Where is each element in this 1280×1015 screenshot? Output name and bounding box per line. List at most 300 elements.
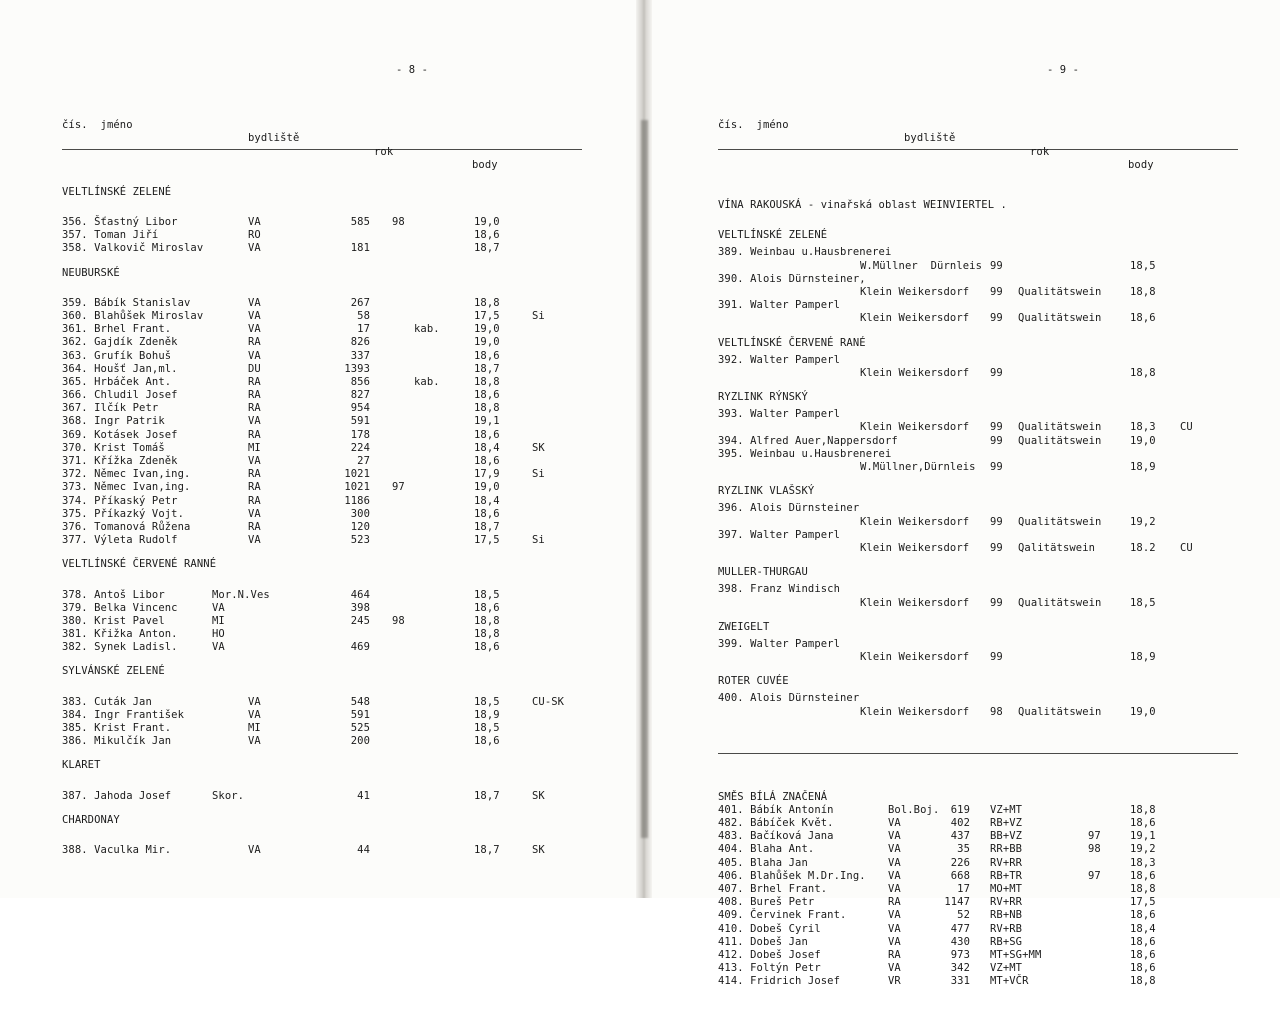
entry-number: 523 — [350, 534, 370, 547]
section-title-text: CHARDONAY — [62, 813, 120, 826]
entry-body: 18,6 — [474, 641, 500, 654]
right-page — [652, 0, 1280, 988]
entry-name: 357. Toman Jiří — [62, 229, 159, 242]
entry-body: 19,0 — [474, 481, 500, 494]
entry-bydliste: VA — [248, 242, 261, 255]
entry-name: 371. Křížka Zdeněk — [62, 455, 178, 468]
table-row — [718, 286, 1238, 299]
section-title — [718, 485, 1238, 498]
entry-body: 18,8 — [474, 628, 500, 641]
entry-body: 18,8 — [1130, 803, 1156, 816]
section-spacer — [62, 683, 582, 696]
table-row — [718, 367, 1238, 380]
entry-number: 17 — [357, 323, 370, 336]
entry-place: Klein Weikersdorf — [860, 421, 970, 434]
entry-place: Klein Weikersdorf — [860, 651, 970, 664]
entry-rok: 98 — [990, 705, 1003, 718]
entry-name: 398. Franz Windisch — [718, 583, 841, 596]
section-spacer — [62, 576, 582, 589]
entry-body: 18,6 — [474, 349, 500, 362]
entry-blend: RV+RR — [990, 896, 1023, 909]
entry-body: 18,5 — [474, 722, 500, 735]
entry-bydliste: RA — [888, 948, 901, 961]
entry-quality: Qualitätswein — [1018, 312, 1102, 325]
left-column-headers — [62, 106, 582, 171]
entry-rok: 98 — [392, 216, 405, 229]
entry-name: 400. Alois Dürnsteiner — [718, 692, 860, 705]
entry-number: 668 — [950, 869, 970, 882]
entry-bydliste: RA — [248, 494, 261, 507]
table-row — [718, 529, 1238, 542]
entry-number: 591 — [350, 708, 370, 721]
table-row — [62, 402, 582, 415]
entry-body: 19,0 — [474, 216, 500, 229]
section-title — [62, 759, 582, 772]
section-title — [62, 814, 582, 827]
entry-rok: 97 — [392, 481, 405, 494]
entry-bydliste: VA — [888, 909, 901, 922]
entry-body: 17,5 — [474, 534, 500, 547]
table-row — [718, 542, 1238, 555]
entry-quality: Qalitätswein — [1018, 541, 1096, 554]
entry-number: 58 — [357, 309, 370, 322]
entry-number: 477 — [950, 922, 970, 935]
section-title-text: KLARET — [62, 759, 101, 772]
entry-bydliste: VA — [248, 843, 261, 856]
entry-place: Klein Weikersdorf — [860, 366, 970, 379]
entry-body: 18,6 — [474, 428, 500, 441]
entry-rok: 99 — [990, 421, 1003, 434]
entry-number: 402 — [950, 817, 970, 830]
table-row — [718, 299, 1238, 312]
entry-number: 331 — [950, 975, 970, 988]
entry-body: 18.2 — [1130, 541, 1156, 554]
entry-number: 35 — [957, 843, 970, 856]
entry-number: 437 — [950, 830, 970, 843]
entry-bydliste: VA — [248, 507, 261, 520]
entry-body: 18,6 — [474, 389, 500, 402]
entry-number: 1021 — [344, 481, 370, 494]
entry-number: 337 — [350, 349, 370, 362]
book-gutter-shadow — [641, 120, 648, 838]
entry-bydliste: VA — [248, 323, 261, 336]
entry-number: 41 — [357, 789, 370, 802]
entry-number: 398 — [350, 601, 370, 614]
header-rok: rok — [1030, 145, 1050, 158]
section-title — [62, 186, 582, 199]
table-row — [718, 421, 1238, 434]
header-bydliste: bydliště — [904, 132, 956, 145]
entry-number: 827 — [350, 389, 370, 402]
entry-rok: 99 — [990, 434, 1003, 447]
section-title-text: NEUBURSKÉ — [62, 266, 120, 279]
entry-number: 178 — [350, 428, 370, 441]
table-row — [718, 246, 1238, 259]
entry-number: 226 — [950, 856, 970, 869]
left-page-number: - 8 - — [395, 64, 429, 77]
entry-quality: Qualitätswein — [1018, 596, 1102, 609]
entry-body: 18,6 — [474, 229, 500, 242]
entry-bydliste: RA — [248, 375, 261, 388]
table-row — [718, 461, 1238, 474]
entry-body: 19,0 — [1130, 705, 1156, 718]
entry-bydliste: VA — [888, 962, 901, 975]
entry-name: 412. Dobeš Josef — [718, 948, 821, 961]
entry-name: 389. Weinbau u.Hausbrenerei — [718, 246, 892, 259]
table-row — [718, 843, 1238, 856]
entry-bydliste: RO — [248, 229, 261, 242]
entry-name: 365. Hrbáček Ant. — [62, 375, 172, 388]
entry-bydliste: Skor. — [212, 789, 245, 802]
entry-note: Si — [532, 534, 545, 547]
table-row — [718, 692, 1238, 705]
entry-body: 18,6 — [1130, 869, 1156, 882]
entry-name: 360. Blahůšek Miroslav — [62, 309, 204, 322]
entry-number: 224 — [350, 441, 370, 454]
entry-blend: RV+RB — [990, 922, 1023, 935]
entry-body: 19,0 — [474, 336, 500, 349]
section-spacer — [62, 831, 582, 844]
entry-blend: VZ+MT — [990, 803, 1023, 816]
entry-bydliste: MI — [212, 614, 225, 627]
entry-name: 407. Brhel Frant. — [718, 882, 828, 895]
entry-body: 18,6 — [474, 735, 500, 748]
entry-bydliste: VA — [248, 296, 261, 309]
entry-body: 18,3 — [1130, 421, 1156, 434]
entry-name: 393. Walter Pamperl — [718, 408, 841, 421]
section-title — [718, 675, 1238, 688]
table-row — [718, 896, 1238, 909]
entry-number: 17 — [957, 882, 970, 895]
table-row — [62, 589, 582, 602]
entry-body: 18,4 — [474, 441, 500, 454]
entry-bydliste: MI — [248, 722, 261, 735]
table-row — [62, 602, 582, 615]
entry-blend: MT+SG+MM — [990, 948, 1042, 961]
entry-number: 585 — [350, 216, 370, 229]
table-row — [718, 516, 1238, 529]
entry-bydliste: RA — [248, 402, 261, 415]
entry-rok: 99 — [990, 596, 1003, 609]
entry-body: 18,7 — [474, 843, 500, 856]
entry-bydliste: VA — [888, 817, 901, 830]
entry-body: 17,5 — [1130, 896, 1156, 909]
table-row — [718, 949, 1238, 962]
entry-number: 27 — [357, 455, 370, 468]
entry-name: 390. Alois Dürnsteiner, — [718, 272, 866, 285]
table-row — [718, 706, 1238, 719]
entry-number: 954 — [350, 402, 370, 415]
entry-name: 386. Mikulčík Jan — [62, 735, 172, 748]
section-title — [718, 391, 1238, 404]
entry-name: 396. Alois Dürnsteiner — [718, 502, 860, 515]
table-row — [718, 408, 1238, 421]
entry-rok: 97 — [1088, 830, 1101, 843]
entry-number: 973 — [950, 948, 970, 961]
entry-bydliste: VA — [248, 455, 261, 468]
blend-section-title-text: SMĚS BÍLÁ ZNAČENÁ — [718, 790, 828, 803]
blend-section-title — [718, 791, 1238, 804]
section-title-text: ZWEIGELT — [718, 620, 770, 633]
table-row — [62, 628, 582, 641]
entry-bydliste: VA — [212, 641, 225, 654]
entry-rok: 99 — [990, 651, 1003, 664]
entry-body: 18,8 — [1130, 975, 1156, 988]
entry-quality: Qualitätswein — [1018, 515, 1102, 528]
entry-name: 406. Blahůšek M.Dr.Ing. — [718, 869, 866, 882]
entry-number: 44 — [357, 843, 370, 856]
table-row — [718, 962, 1238, 975]
entry-body: 18,8 — [1130, 882, 1156, 895]
entry-name: 409. Červinek Frant. — [718, 909, 847, 922]
entry-body: 18,8 — [474, 402, 500, 415]
entry-name: 381. Křižka Anton. — [62, 628, 178, 641]
entry-body: 18,4 — [474, 494, 500, 507]
entry-name: 373. Němec Ivan,ing. — [62, 481, 191, 494]
entry-name: 361. Brhel Frant. — [62, 323, 172, 336]
table-row — [718, 651, 1238, 664]
entry-body: 18,7 — [474, 242, 500, 255]
table-row — [62, 641, 582, 654]
entry-note: Si — [532, 468, 545, 481]
section-title-text: VELTLÍNSKÉ ZELENÉ — [718, 229, 828, 242]
entry-number: 591 — [350, 415, 370, 428]
table-row — [62, 534, 582, 547]
entry-name: 405. Blaha Jan — [718, 856, 808, 869]
blend-section — [718, 791, 1238, 989]
table-row — [718, 502, 1238, 515]
entry-blend: MT+VČR — [990, 975, 1029, 988]
entry-name: 395. Weinbau u.Hausbrenerei — [718, 447, 892, 460]
entry-body: 18,6 — [1130, 909, 1156, 922]
entry-place: Klein Weikersdorf — [860, 596, 970, 609]
entry-blend: RB+TR — [990, 869, 1023, 882]
entry-name: 356. Šťastný Libor — [62, 216, 178, 229]
table-row — [718, 923, 1238, 936]
header-bydliste: bydliště — [248, 132, 300, 145]
entry-bydliste: RA — [248, 389, 261, 402]
entry-bydliste: RA — [248, 520, 261, 533]
entry-name: 374. Příkaský Petr — [62, 494, 178, 507]
right-sections — [718, 229, 1238, 719]
entry-bydliste: VA — [888, 935, 901, 948]
entry-bydliste: RA — [248, 336, 261, 349]
entry-bydliste: VA — [248, 534, 261, 547]
entry-blend: RB+SG — [990, 935, 1023, 948]
header-body: body — [472, 158, 498, 171]
table-row — [62, 508, 582, 521]
table-row — [62, 242, 582, 255]
entry-note: CU — [1180, 541, 1193, 554]
section-spacer — [62, 203, 582, 216]
table-row — [718, 597, 1238, 610]
entry-number: 181 — [350, 242, 370, 255]
table-row — [62, 790, 582, 803]
table-row — [718, 260, 1238, 273]
table-row — [718, 857, 1238, 870]
table-row — [718, 870, 1238, 883]
entry-bydliste: HO — [212, 628, 225, 641]
entry-place: Klein Weikersdorf — [860, 705, 970, 718]
entry-body: 18,7 — [474, 362, 500, 375]
entry-name: 359. Bábík Stanislav — [62, 296, 191, 309]
entry-name: 414. Fridrich Josef — [718, 975, 841, 988]
entry-bydliste: Mor.N.Ves — [212, 588, 270, 601]
entry-number: 1021 — [344, 468, 370, 481]
section-title-text: RYZLINK VLAŠSKÝ — [718, 485, 815, 498]
entry-name: 375. Příkazký Vojt. — [62, 507, 185, 520]
entry-name: 404. Blaha Ant. — [718, 843, 815, 856]
entry-rok: 99 — [990, 366, 1003, 379]
entry-name: 410. Dobeš Cyril — [718, 922, 821, 935]
table-row — [62, 521, 582, 534]
section-title — [718, 621, 1238, 634]
table-row — [62, 350, 582, 363]
table-row — [62, 481, 582, 494]
entry-number: 200 — [350, 735, 370, 748]
entry-body: 18,8 — [474, 375, 500, 388]
section-title — [62, 558, 582, 571]
section-title-text: ROTER CUVÉE — [718, 675, 789, 688]
entry-place: W.Müllner Dürnleis — [860, 259, 983, 272]
entry-place: Klein Weikersdorf — [860, 285, 970, 298]
entry-number: 525 — [350, 722, 370, 735]
entry-name: 397. Walter Pamperl — [718, 528, 841, 541]
section-title — [718, 229, 1238, 242]
entry-name: 369. Kotásek Josef — [62, 428, 178, 441]
table-row — [62, 297, 582, 310]
entry-name: 387. Jahoda Josef — [62, 789, 172, 802]
entry-rok: 99 — [990, 461, 1003, 474]
table-row — [718, 883, 1238, 896]
entry-bydliste: VA — [888, 922, 901, 935]
section-title-text: VELTLÍNSKÉ ČERVENÉ RANÉ — [718, 336, 866, 349]
table-row — [62, 376, 582, 389]
section-title-text: RYZLINK RÝNSKÝ — [718, 391, 808, 404]
entry-body: 18,3 — [1130, 856, 1156, 869]
entry-place: Klein Weikersdorf — [860, 515, 970, 528]
entry-bydliste: DU — [248, 362, 261, 375]
entry-number: 1186 — [344, 494, 370, 507]
entry-body: 18,7 — [474, 789, 500, 802]
table-row — [62, 363, 582, 376]
entry-note: SK — [532, 789, 545, 802]
entry-name: 384. Ingr František — [62, 708, 185, 721]
entry-number: 245 — [350, 614, 370, 627]
entry-number: 826 — [350, 336, 370, 349]
region-title-row — [718, 186, 1238, 212]
entry-quality: Qualitätswein — [1018, 434, 1102, 447]
entry-name: 382. Synek Ladisl. — [62, 641, 178, 654]
entry-bydliste: VA — [248, 415, 261, 428]
table-row — [62, 722, 582, 735]
header-rok: rok — [374, 145, 394, 158]
entry-body: 19,1 — [1130, 830, 1156, 843]
entry-body: 18,6 — [1130, 948, 1156, 961]
entry-bydliste: VA — [248, 309, 261, 322]
entry-blend: RB+VZ — [990, 817, 1023, 830]
entry-rok: 97 — [1088, 869, 1101, 882]
entry-name: 376. Tomanová Růžena — [62, 520, 191, 533]
entry-bydliste: VA — [248, 735, 261, 748]
entry-bydliste: VA — [888, 856, 901, 869]
entry-name: 380. Krist Pavel — [62, 614, 165, 627]
table-row — [62, 615, 582, 628]
entry-name: 379. Belka Vincenc — [62, 601, 178, 614]
entry-bydliste: VA — [888, 882, 901, 895]
table-row — [62, 468, 582, 481]
right-page-number: - 9 - — [1046, 64, 1080, 77]
table-row — [62, 844, 582, 857]
entry-bydliste: VA — [888, 869, 901, 882]
entry-body: 18,6 — [1130, 817, 1156, 830]
entry-bydliste: RA — [248, 468, 261, 481]
table-row — [62, 310, 582, 323]
entry-quality: Qualitätswein — [1018, 705, 1102, 718]
table-row — [62, 216, 582, 229]
entry-place: W.Müllner,Dürnleis — [860, 461, 976, 474]
entry-quality: Qualitätswein — [1018, 421, 1102, 434]
entry-number: 1147 — [944, 896, 970, 909]
section-title-text: VELTLÍNSKÉ ČERVENÉ RANNÉ — [62, 558, 217, 571]
entry-blend: BB+VZ — [990, 830, 1023, 843]
entry-name: 399. Walter Pamperl — [718, 637, 841, 650]
entry-name: 383. Cuták Jan — [62, 695, 152, 708]
entry-name: 413. Foltýn Petr — [718, 962, 821, 975]
entry-place: Klein Weikersdorf — [860, 312, 970, 325]
entry-bydliste: VA — [248, 349, 261, 362]
table-row — [718, 830, 1238, 843]
table-row — [62, 323, 582, 336]
left-sections — [62, 186, 582, 857]
entry-blend: RB+NB — [990, 909, 1023, 922]
entry-bydliste: VA — [248, 708, 261, 721]
entry-body: 18,6 — [474, 455, 500, 468]
entry-name: 391. Walter Pamperl — [718, 299, 841, 312]
table-row — [62, 415, 582, 428]
entry-name: 392. Walter Pamperl — [718, 353, 841, 366]
header-rule-left — [62, 149, 582, 150]
entry-body: 18,9 — [1130, 651, 1156, 664]
entry-name: 385. Krist Frant. — [62, 722, 172, 735]
entry-name: 408. Bureš Petr — [718, 896, 815, 909]
table-row — [718, 909, 1238, 922]
entry-body: 18,6 — [1130, 962, 1156, 975]
entry-bydliste: RA — [248, 481, 261, 494]
entry-body: 19,1 — [474, 415, 500, 428]
entry-bydliste: RA — [248, 428, 261, 441]
entry-body: 19,0 — [1130, 434, 1156, 447]
entry-number: 267 — [350, 296, 370, 309]
entry-body: 18,5 — [1130, 259, 1156, 272]
region-title: VÍNA RAKOUSKÁ - vinařská oblast WEINVIERTEL . — [718, 199, 1007, 212]
right-column-headers — [718, 106, 1238, 171]
entry-name: 388. Vaculka Mir. — [62, 843, 172, 856]
entry-rok: 99 — [990, 285, 1003, 298]
entry-name: 366. Chludil Josef — [62, 389, 178, 402]
entry-bydliste: RA — [888, 896, 901, 909]
entry-body: 17,5 — [474, 309, 500, 322]
entry-bydliste: VA — [248, 695, 261, 708]
entry-body: 18,6 — [1130, 312, 1156, 325]
section-title-text: MULLER-THURGAU — [718, 566, 808, 579]
entry-body: 18,8 — [474, 296, 500, 309]
table-row — [718, 638, 1238, 651]
entry-number: 856 — [350, 375, 370, 388]
entry-body: 19,2 — [1130, 515, 1156, 528]
table-row — [62, 709, 582, 722]
entry-rok: 99 — [990, 515, 1003, 528]
